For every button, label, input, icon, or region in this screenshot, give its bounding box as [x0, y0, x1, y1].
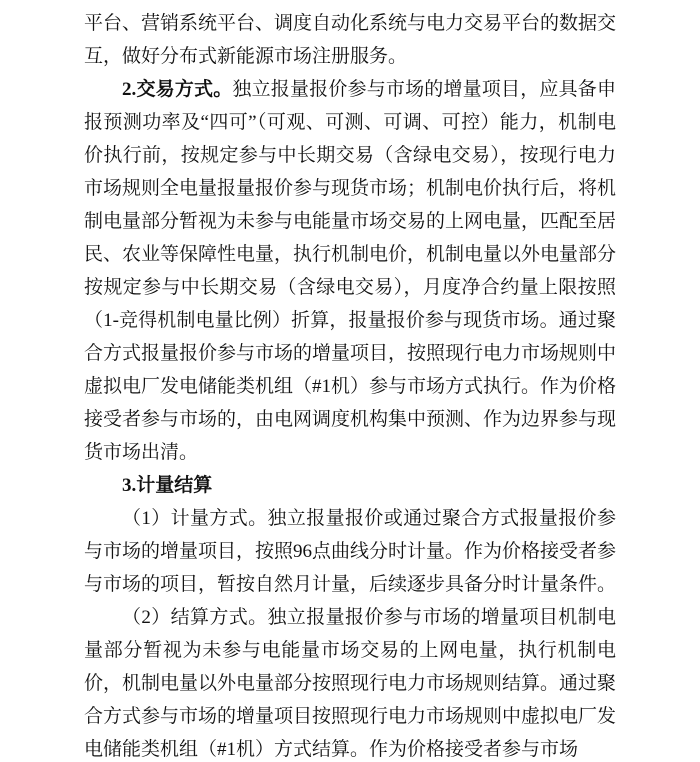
paragraph-settlement-method — [84, 601, 616, 762]
paragraph-metering-method — [84, 502, 616, 601]
section-heading-metering-settlement — [84, 469, 616, 502]
section-number-label: 2.交易方式。 — [122, 79, 233, 100]
body-text: 平台、营销系统平台、调度自动化系统与电力交易平台的数据交互，做好分布式新能源市场注册服务。 — [84, 13, 617, 67]
section-heading-text: 3.计量结算 — [122, 475, 213, 496]
body-text: 独立报量报价参与市场的增量项目，应具备申报预测功率及“四可”（可观、可测、可调、可控）能力，机制电价执行前，按规定参与中长期交易（含绿电交易），按现行电力市场规则全电量报量报价参与现货市场；机制电价执行后，将机制电量部分暂视为未参与电能量市场交易的上网电量，匹配至居民、农业等保障性电量，执行机制电价，机制电量以外电量部分按规定参与中长期交易（含绿电交易），月度净合约量上限按照（1-竞得机制电量比例）折算，报量报价参与现货市场。通过聚合方式报量报价参与市场的增量项目，按照现行电力市场规则中虚拟电厂发电储能类机组（#1机）参与市场方式执行。作为价格接受者参与市场的，由电网调度机构集中预测、作为边界参与现货市场出清。 — [84, 79, 617, 463]
body-text: （1）计量方式。独立报量报价或通过聚合方式报量报价参与市场的增量项目，按照96点曲线分时计量。作为价格接受者参与市场的项目，暂按自然月计量，后续逐步具备分时计量条件。 — [84, 508, 617, 595]
body-text: （2）结算方式。独立报量报价参与市场的增量项目机制电量部分暂视为未参与电能量市场交易的上网电量，执行机制电价，机制电量以外电量部分按照现行电力市场规则结算。通过聚合方式参与市场的增量项目按照现行电力市场规则中虚拟电厂发电储能类机组（#1机）方式结算。作为价格接受者参与市场 — [84, 607, 617, 760]
paragraph-trading-method — [84, 73, 616, 469]
paragraph-continuation — [84, 7, 616, 73]
